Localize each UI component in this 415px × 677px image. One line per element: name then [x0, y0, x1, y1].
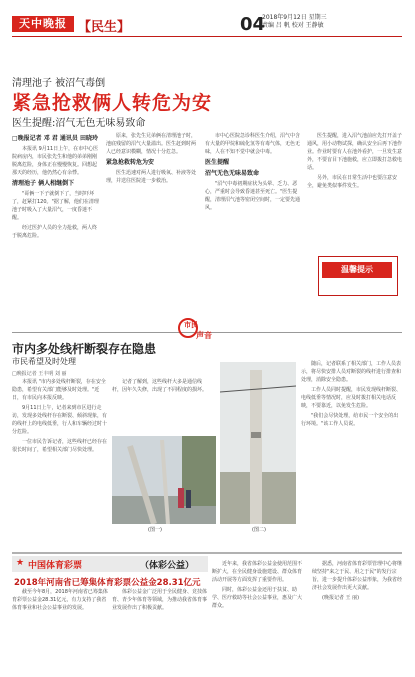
lead-column-3	[205, 132, 301, 328]
lead-paragraph: 本报讯 9月11日上午，在市中心医院病房内，市民张先生和他的弟弟刚刚脱离危险，身体正在慢慢恢复。回想起那天的经历，他仍然心有余悸。	[12, 146, 99, 176]
lead-headline: 紧急抢救俩人转危为安	[12, 92, 213, 114]
lead-paragraph: 经过医护人员的全力抢救，两人终于脱离危险。	[12, 225, 98, 239]
story2-subtitle: 市民希望及时处理	[12, 357, 76, 366]
photo-broken-pole-street	[112, 436, 216, 524]
lottery-paragraph: 同时，体彩公益金还用于扶贫、助学、医疗救助等社会公益事业，惠及广大群众。	[212, 587, 303, 609]
photo-caption-2: (图二)	[252, 527, 266, 533]
lead-col3-subtitle-2: 沼气无色无味易致命	[205, 170, 260, 177]
story2-paragraph: 9月11日上午，记者来到市区进行走访，发现多处线杆存在断裂、倾斜现象，有的线杆上的电线低垂，行人和车辆经过时十分危险。	[12, 405, 108, 435]
lottery-column-2	[112, 588, 208, 670]
story2-paragraph: 随后，记者联系了相关部门，工作人员表示，将尽快安排人员对断裂的线杆进行排查和处理，消除安全隐患。	[301, 361, 402, 383]
lead-kicker: 清理池子 被沼气毒倒	[12, 78, 106, 89]
lead-column-1	[12, 132, 100, 328]
lottery-paragraph: 近年来，我省体彩公益金使用范围不断扩大，在全民健身设施建设、群众体育活动开展等方面发挥了重要作用。	[212, 561, 303, 583]
lead-paragraph: 医生提醒，进入沼气池前应先打开盖子通风，用小动物试探，确认安全后再下池作业。作业时要有人在池外看护，一旦发生意外，不要盲目下池施救，应立即拨打急救电话。	[307, 133, 403, 171]
lead-paragraph: 另外，市民在日常生活中也要注意安全，避免类似事件发生。	[307, 175, 398, 189]
lottery-paragraph: (晚报记者 王 丽)	[322, 595, 360, 601]
lottery-logo-icon: ★	[16, 558, 25, 568]
lottery-tag: （体彩公益）	[140, 561, 195, 571]
lottery-column-3	[212, 560, 306, 670]
lottery-paragraph: 截至今年8月，2018年河南省已筹集体育彩票公益金28.31亿元，有力支持了我省体育事业和社会公益事业的发展。	[12, 589, 108, 611]
story2-paragraph: "我们会尽快处理，给市民一个安全的出行环境。"该工作人员说。	[301, 413, 399, 427]
lead-paragraph: 原来，张先生兄弟俩在清理池子时，池底残留的沼气大量溢出。医生赶到时两人已经意识模糊，情况十分危急。	[106, 133, 197, 155]
date-line-1: 2018年9月12日 星期三	[262, 14, 327, 21]
column-badge-bottom: 声音	[196, 331, 212, 340]
story2-paragraph: 记者了解到，这些线杆大多是通信线杆，因年久失修，出现了不同程度的损坏。	[112, 379, 208, 393]
story2-column-2	[112, 378, 208, 434]
lead-byline: □晚报记者 邓 君 通讯员 田晓玲	[12, 135, 99, 142]
lottery-divider	[12, 552, 402, 554]
lead-paragraph: "哥俩一下子就倒下了，当时吓坏了，赶紧打120。"据了解，他们在清理池子时吸入了大量沼气，一度昏迷不醒。	[12, 191, 99, 221]
lead-paragraph: 市中心医院急诊科医生介绍，沼气中含有大量的甲烷和硫化氢等有毒气体，无色无味，人在不知不觉中就会中毒。	[205, 133, 301, 155]
section-label: 【民生】	[78, 20, 131, 35]
story2-title: 市内多处线杆断裂存在隐患	[12, 342, 157, 356]
lead-column-2	[106, 132, 200, 328]
tip-stamp-label: 温馨提示	[322, 262, 392, 278]
lead-col1-subtitle: 清理池子 俩人相继倒下	[12, 180, 75, 187]
story2-column-right	[301, 360, 403, 550]
lead-subhead: 医生提醒:沼气无色无味易致命	[12, 118, 146, 129]
lead-column-4	[307, 132, 403, 252]
lottery-paragraph: 体彩公益金广泛用于全民健身、竞技体育、青少年体育等领域，为推动我省体育事业发展作出了积极贡献。	[112, 589, 208, 611]
date-line	[262, 14, 327, 30]
story2-paragraph: 工作人员同时提醒，市民发现线杆断裂、电线低垂等情况时，应及时拨打相关电话反映，不要靠近，以免发生危险。	[301, 387, 402, 409]
lottery-column-4	[312, 560, 404, 670]
newspaper-brand-logo: 天中晚报	[12, 16, 74, 32]
lottery-paragraph: 据悉，河南省体育彩票管理中心将继续坚持"来之于民、用之于民"的发行宗旨，进一步提升体彩公益形象，为我省经济社会发展作出更大贡献。	[312, 561, 403, 591]
story2-byline: □晚报记者 王丰明 刘 丽	[12, 371, 67, 377]
story2-paragraph: 一位市民告诉记者，这些线杆已经存在很长时间了，希望相关部门尽快处理。	[12, 439, 108, 453]
lottery-headline: 2018年河南省已筹集体育彩票公益金28.31亿元	[14, 578, 201, 588]
lottery-title: 中国体育彩票	[28, 561, 83, 571]
lead-col2-subtitle: 紧急抢救转危为安	[106, 159, 155, 166]
lead-paragraph: "沼气中毒初期症状为头晕、乏力、恶心，严重时会导致昏迷甚至死亡。"医生提醒，清理沼气池等密闭空间时，一定要先通风。	[205, 181, 301, 211]
story2-paragraph: 本报讯 "市内多处线杆断裂，存在安全隐患，希望有关部门能够及时处理。"近日，有市民向本报反映。	[12, 379, 106, 401]
date-line-2: 责编 吕 帆 校对 王静敏	[262, 22, 324, 29]
photo-caption-1: (图一)	[148, 527, 162, 533]
lead-col3-subtitle: 医生提醒	[205, 159, 230, 166]
masthead-divider	[12, 36, 402, 37]
story2-column-1	[12, 378, 108, 524]
photo-broken-pole-closeup	[220, 362, 296, 524]
lead-paragraph: 医生迅速对两人进行吸氧、补液等处理，并送往医院进一步救治。	[106, 170, 197, 184]
column-badge-top: 市民	[184, 321, 198, 329]
page-number: 04	[240, 14, 266, 35]
lottery-column-1	[12, 588, 108, 670]
